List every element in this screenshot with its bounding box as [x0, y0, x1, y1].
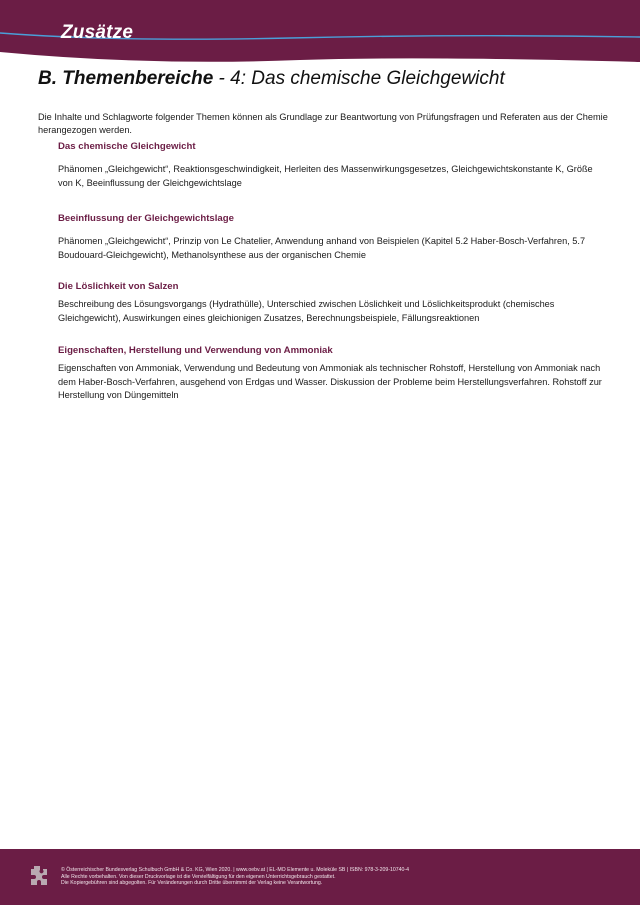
header-label: Zusätze: [61, 22, 134, 43]
footer-copyright: [61, 867, 621, 887]
section-heading: Die Löslichkeit von Salzen: [58, 281, 179, 292]
header-band: [0, 0, 640, 72]
section-heading: Das chemische Gleichgewicht: [58, 141, 196, 152]
footer-line: Alle Rechte vorbehalten. Von dieser Druckvorlage ist die Vervielfältigung für den eigenen Unterrichtsgebrauch gestattet.: [61, 873, 336, 880]
section-body: Phänomen „Gleichgewicht“, Reaktionsgeschwindigkeit, Herleiten des Massenwirkungsgesetzes, Gleichgewichtskonstante K, Größe von K, Beeinflussung der Gleichgewichtslage: [58, 164, 593, 188]
footer-line: © Österreichischer Bundesverlag Schulbuch GmbH & Co. KG, Wien 2020. | www.oebv.at | EL-MO Elemente u. Moleküle SB | ISBN: 978-3-209-10740-4: [61, 867, 409, 873]
section-loeslichkeit: [58, 280, 603, 325]
puzzle-logo-icon: [26, 865, 48, 887]
section-body: Eigenschaften von Ammoniak, Verwendung und Bedeutung von Ammoniak als technischer Rohstoff, Herstellung von Ammoniak nach dem Haber-Bosch-Verfahren, ausgehend von Erdgas und Wasser. Diskussion der Probleme beim Herstellungsverfahren. Rohstoff zur Herstellung von Düngemitteln: [58, 363, 602, 400]
section-body: Phänomen „Gleichgewicht“, Prinzip von Le Chatelier, Anwendung anhand von Beispielen (Kapitel 5.2 Haber-Bosch-Verfahren, 5.7 Boudouard-Gleichgewicht), Methanolsynthese aus der organischen Chemie: [58, 236, 586, 260]
footer-line: Die Kopiergebühren sind abgegolten. Für Veränderungen durch Dritte übernimmt der Verlag keine Verantwortung.: [61, 880, 323, 887]
section-ammoniak: [58, 344, 603, 403]
footer-band: [0, 849, 640, 905]
page-title: [38, 68, 505, 90]
section-chemisches-gleichgewicht: [58, 140, 603, 190]
page-title-rest: - 4: Das chemische Gleichgewicht: [213, 68, 505, 89]
section-heading: Eigenschaften, Herstellung und Verwendung von Ammoniak: [58, 345, 333, 356]
section-heading: Beeinflussung der Gleichgewichtslage: [58, 213, 234, 224]
section-beeinflussung: [58, 212, 603, 262]
section-body: Beschreibung des Lösungsvorgangs (Hydrathülle), Unterschied zwischen Löslichkeit und Löslichkeitsprodukt (chemisches Gleichgewicht), Auswirkungen eines gleichionigen Zusatzes, Berechnungsbeispiele, Fällungsreaktionen: [58, 299, 555, 323]
page-title-prefix: B. Themenbereiche: [38, 68, 214, 89]
intro-text: Die Inhalte und Schlagworte folgender Themen können als Grundlage zur Beantwortung von Prüfungsfragen und Referaten aus der Chemie herangezogen werden.: [38, 112, 608, 135]
